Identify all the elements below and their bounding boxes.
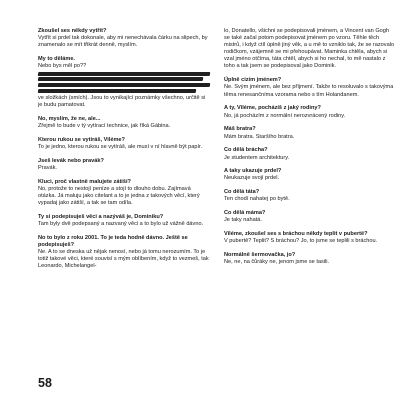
qa-block [224,126,396,140]
qa-block [224,168,396,182]
page-number: 58 [38,376,52,390]
right-column [224,28,396,273]
answer: Pravák. [38,164,57,171]
answer: Neukazuje svojí prdel. [224,175,280,182]
question: Viléme, zkoušel ses s bráchou někdy teplit v pubertě? [224,231,368,238]
question: Zkoušel ses někdy vytřít? [38,28,107,34]
question: Jseš levák nebo pravák? [38,157,104,164]
answer-start: Nebo bys měl po?? [38,63,87,70]
answer: Je taky nahatá. [224,217,262,224]
answer: Ne, ne, na čůráky ne, jenom jsme se tasili. [224,259,330,266]
answer: Je studentem architektury. [224,154,290,161]
redaction-bar [38,72,211,76]
qa-block [224,147,396,161]
question: Co dělá brácha? [224,147,268,154]
answer: To je jedno, kterou rukou se vytíráš, ale musí v ní hlavně být papír. [38,143,203,150]
question: Máš bratra? [224,126,256,133]
question: A taky ukazuje prdel? [224,168,282,175]
question: Kterou rukou se vytíráš, Viléme? [38,136,125,143]
answer: Tam byly dvě podepsaný a nazvaný věci a to bylo už vážně dávno. [38,220,204,227]
answer: Mám bratra. Staršího bratra. [224,133,295,140]
answer: Ten chodí nahatej po bytě. [224,196,290,203]
redaction-bar [38,77,204,81]
answer: Zřejmě to bude v tý vytírací technice, jak říká Gábina. [38,122,171,129]
qa-block [224,231,396,245]
qa-block [38,235,210,270]
question: My to děláme. [38,56,75,63]
answer: Vytřít si prdel tak dokonale, aby mi nenechávala čárku na slipech, by znamenalo se mít třikrát denně, myslím. [38,35,208,49]
qa-block [38,137,210,151]
question: Co dělá máma? [224,210,266,217]
question: Co dělá táta? [224,189,260,196]
qa-block [38,158,210,172]
question: Úplně cizím jménem? [224,77,282,84]
answer: V pubertě? Teplit? S bráchou? Jo, to jsme se teplili s bráchou. [224,238,378,245]
redaction-bar [38,83,211,87]
qa-block [224,105,396,119]
qa-block [38,179,210,207]
question: A ty, Viléme, pocházíš z jaký rodiny? [224,105,321,112]
qa-block-redacted [38,56,210,109]
answer: Ne. Svým jménem, ale bez příjmení. Takže to resoluvalo s takovýma těma renesančníma vzorama nebo s tím Holandanem. [224,84,394,98]
question: Normálně šermovačka, jo? [224,252,296,259]
qa-block [38,28,210,49]
answer-end: ve složkách (smích). Jsou to vyníkající poznámky všechno, určitě si je budu pamatovat. [38,94,206,108]
question: No to bylo z roku 2001. To je teda hodně dávno. Ještě se podepisuješ? [38,234,188,248]
answer: No, já pocházím z normální nerozvrácený rodiny. [224,112,346,119]
qa-block [224,210,396,224]
qa-block [224,28,396,71]
qa-block [224,189,396,203]
redaction-bar [38,89,197,93]
question: Ty si podepisuješ věci a nazýváš je, Dominiku? [38,213,164,220]
left-column [38,28,210,277]
answer: Ne. A to se dneska už nějak nenosí, nebo já tomu nerozumím. To je totiž takové věci, které souvisí s mým oblíbením, když to vezmeš, tak Leonardo, Michelangel- [38,248,209,270]
question: Kluci, proč vlastně malujete zátiší? [38,178,131,185]
qa-block [224,252,396,266]
answer-continued: lo, Donatello, všichni se podepisovali jménem, a Vincent van Gogh se také začal potom podepisovat jménem po vzoru. Těhle těch mistrů, i když ctíl úplně jiný věk, a u mě to vzniklo tak, že se razovalo rodičkom, vzájemně se mi přehoupávat. Maminka chtěla, abych si vzal jméno otčíma, táta chtěl, abych si ho nechal, to mě nastalo z toho a tak jsem se podepisoval jako Dominik. [224,28,395,70]
qa-block [38,116,210,130]
question: No, myslím, že ne, ale... [38,115,101,122]
qa-block [224,77,396,98]
answer: No, protože to nestojí peníze a stojí to dlouho dobu. Zajímavá otázka. Já maluju jako citelant a to je jedna z takových věcí, který vypadaj jako zátiší, a tak se tam odíla. [38,185,200,206]
qa-block [38,214,210,228]
